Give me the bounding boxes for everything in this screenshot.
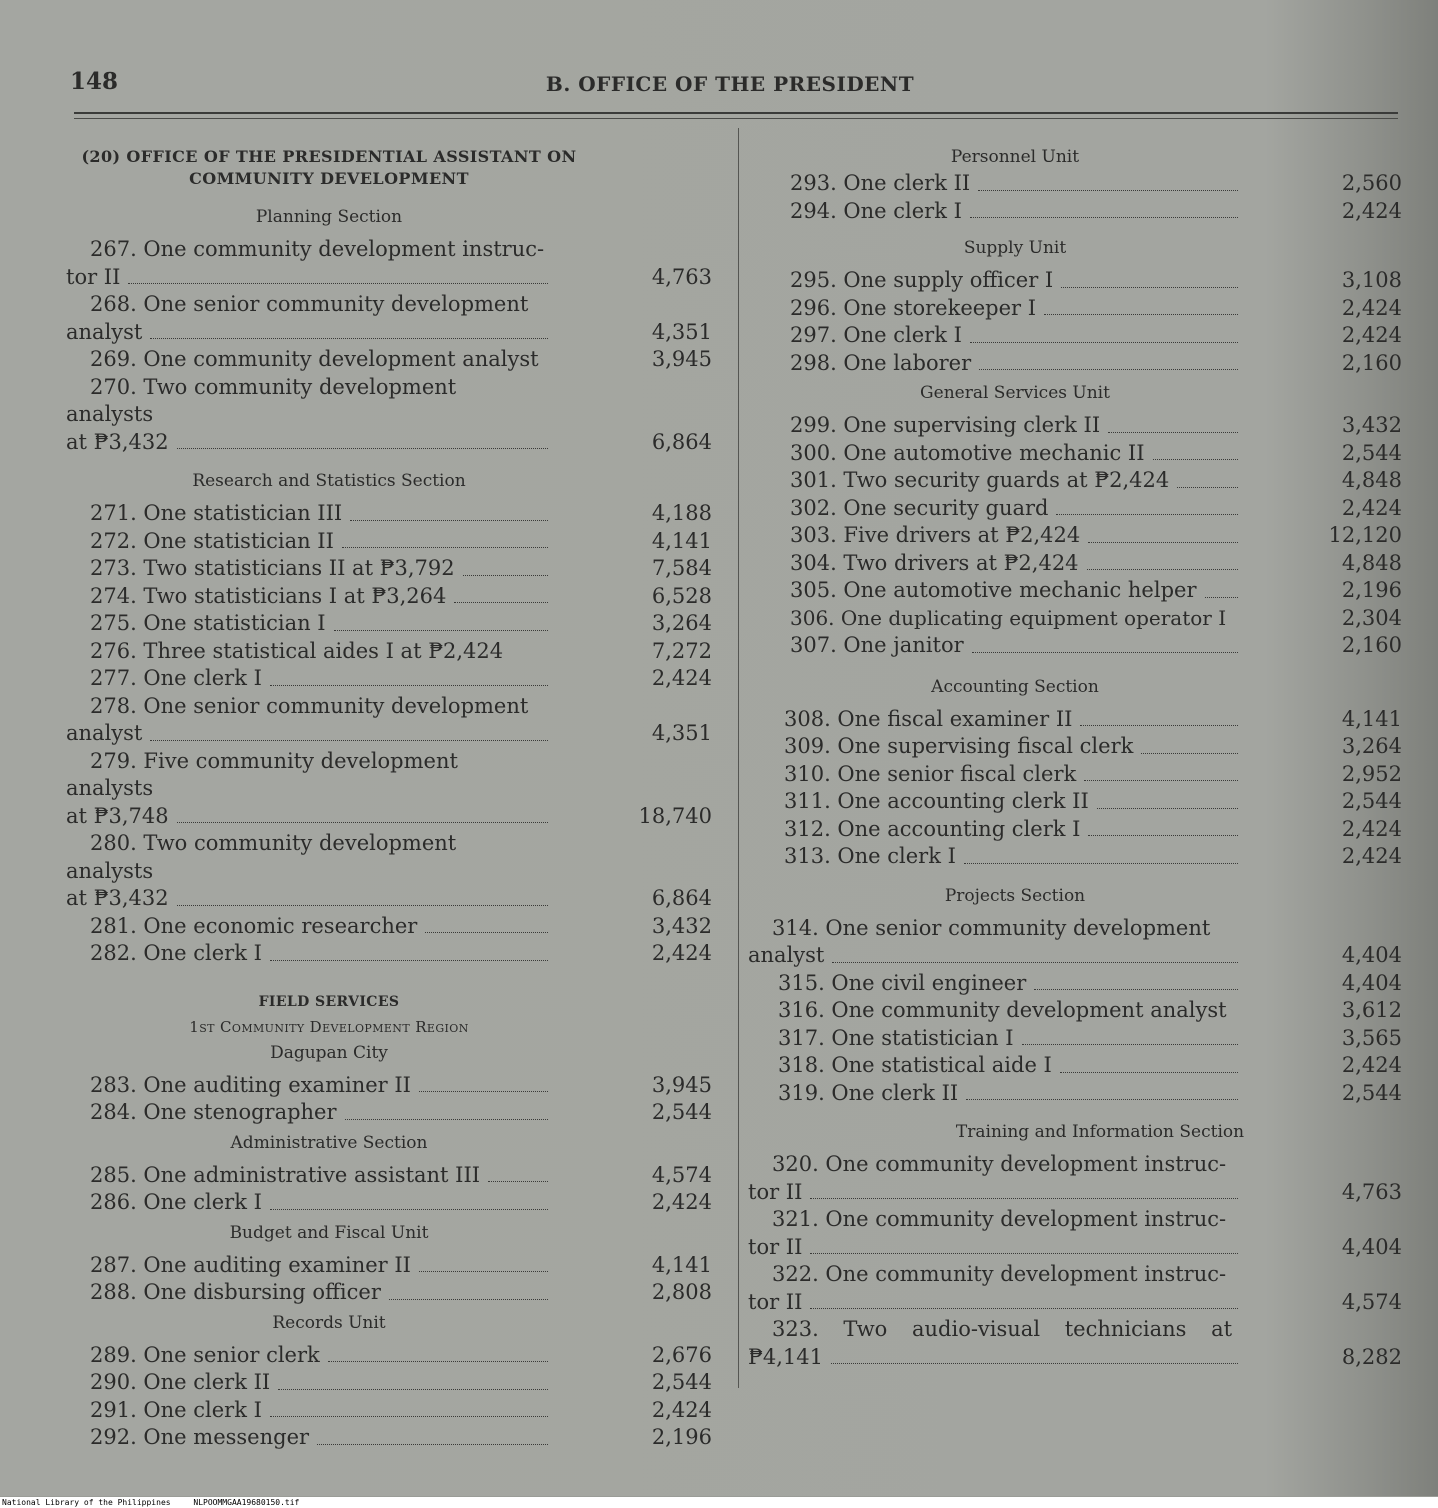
item-312 [748,816,1402,844]
header-rule [74,112,1398,114]
item-281 [66,913,712,941]
item-295-amount: 3,108 [1341,268,1402,292]
item-286 [66,1189,712,1217]
leader-dots [970,341,1238,343]
leader-dots [1044,313,1238,315]
item-267 [66,236,712,291]
item-309-amount: 3,264 [1341,734,1402,758]
item-303-text: 303. Five drivers at ₱2,424 [790,523,1081,547]
item-320-text2: tor II [748,1179,803,1204]
item-275-text: 275. One statistician I [90,611,326,635]
item-320-amount: 4,763 [1341,1179,1402,1204]
item-268-text: 268. One senior community development [90,292,529,316]
section-planning: Planning Section [255,207,403,227]
item-315-text: 315. One civil engineer [778,970,1027,995]
item-287-text: 287. One auditing examiner II [90,1252,411,1277]
item-284-amount: 2,544 [651,1100,712,1124]
item-309 [748,733,1402,761]
leader-dots [964,862,1238,864]
leader-dots [1080,724,1238,726]
item-282-text: 282. One clerk I [90,941,262,965]
item-298-amount: 2,160 [1341,350,1402,375]
item-292-amount: 2,196 [651,1425,712,1449]
item-291 [66,1397,712,1425]
item-320 [748,1151,1402,1206]
item-301-text: 301. Two security guards at ₱2,424 [790,468,1170,492]
leader-dots [978,189,1238,191]
leader-dots [1056,513,1238,515]
item-305-text: 305. One automotive mechanic helper [790,578,1197,602]
item-319 [748,1080,1402,1108]
item-272-amount: 4,141 [651,528,712,553]
section-training: Training and Information Section [955,1122,1245,1142]
region-heading: 1st Community Development Region [189,1017,469,1036]
item-278-text2: analyst [66,721,143,745]
item-299-amount: 3,432 [1341,413,1402,437]
item-319-text: 319. One clerk II [778,1080,959,1105]
leader-dots [966,1098,1238,1100]
item-292 [66,1424,712,1452]
leader-dots [979,368,1238,370]
item-274 [66,583,712,611]
item-323-text: 323. Two audio-visual technicians at [772,1317,1233,1341]
item-304-text: 304. Two drivers at ₱2,424 [790,550,1079,575]
item-279 [66,748,712,831]
item-269 [66,346,712,374]
item-300-amount: 2,544 [1341,440,1402,465]
leader-dots [419,1270,548,1272]
left-column [66,140,712,1452]
leader-dots [128,282,548,284]
item-284-text: 284. One stenographer [90,1100,337,1124]
leader-dots [345,1118,548,1120]
item-300 [748,440,1402,468]
item-273-text: 273. Two statisticians II at ₱3,792 [90,556,455,580]
leader-dots [150,739,548,741]
item-295-text: 295. One supply officer I [790,268,1054,292]
item-320-text: 320. One community development instruc- [772,1152,1227,1176]
item-300-text: 300. One automotive mechanic II [790,440,1145,465]
right-column [748,140,1402,1371]
item-302-amount: 2,424 [1341,495,1402,520]
item-280-amount: 6,864 [651,886,712,910]
item-319-amount: 2,544 [1341,1080,1402,1105]
item-289-text: 289. One senior clerk [90,1342,320,1367]
item-267-text2: tor II [66,264,121,289]
item-323 [748,1316,1402,1371]
item-273 [66,555,712,583]
item-307-text: 307. One janitor [790,633,964,657]
leader-dots [463,574,548,576]
item-318-amount: 2,424 [1341,1053,1402,1077]
item-281-text: 281. One economic researcher [90,913,418,938]
item-317 [748,1025,1402,1053]
item-285 [66,1162,712,1190]
item-306-text: 306. One duplicating equipment operator I [790,605,1227,630]
item-278 [66,693,712,748]
item-276 [66,638,712,666]
item-322-text2: tor II [748,1289,803,1314]
item-311-amount: 2,544 [1341,789,1402,813]
item-293-amount: 2,560 [1341,171,1402,195]
item-311 [748,788,1402,816]
item-277-amount: 2,424 [651,666,712,690]
item-290-text: 290. One clerk II [90,1370,271,1394]
leader-dots [334,629,548,631]
item-274-amount: 6,528 [651,583,712,608]
item-290-amount: 2,544 [651,1370,712,1394]
item-301 [748,467,1402,495]
item-304 [748,550,1402,578]
leader-dots [317,1443,548,1445]
item-271-amount: 4,188 [651,501,712,525]
item-302-text: 302. One security guard [790,495,1049,520]
leader-dots [1060,1071,1238,1073]
leader-dots [831,1362,1238,1364]
item-315-amount: 4,404 [1341,970,1402,995]
leader-dots [972,651,1238,653]
leader-dots [1061,286,1238,288]
item-271 [66,500,712,528]
item-308 [748,706,1402,734]
item-290 [66,1369,712,1397]
item-288-text: 288. One disbursing officer [90,1280,381,1304]
section-budget: Budget and Fiscal Unit [229,1222,429,1243]
item-283-text: 283. One auditing examiner II [90,1072,411,1097]
item-322-amount: 4,574 [1341,1289,1402,1314]
leader-dots [1022,1043,1238,1045]
item-314-text2: analyst [748,943,825,967]
item-289-amount: 2,676 [651,1342,712,1367]
item-288-amount: 2,808 [651,1280,712,1304]
section-personnel: Personnel Unit [950,147,1080,167]
item-277 [66,665,712,693]
item-285-amount: 4,574 [651,1162,712,1187]
footer-filename: NLPOOMMGAA19680150.tif [193,1498,300,1507]
item-297 [748,322,1402,350]
item-268-amount: 4,351 [651,319,712,344]
item-295 [748,267,1402,295]
item-285-text: 285. One administrative assistant III [90,1162,481,1187]
item-288 [66,1279,712,1307]
item-272 [66,528,712,556]
item-297-text: 297. One clerk I [790,323,962,347]
item-312-amount: 2,424 [1341,816,1402,841]
item-270-amount: 6,864 [651,429,712,454]
item-305-amount: 2,196 [1341,578,1402,602]
leader-dots [389,1298,548,1300]
item-281-amount: 3,432 [651,913,712,938]
item-270-text: 270. Two community development analysts [66,374,457,426]
section-supply: Supply Unit [963,238,1067,258]
item-306 [748,605,1402,633]
office-heading [66,146,712,190]
leader-dots [150,337,548,339]
item-278-amount: 4,351 [651,721,712,745]
item-304-amount: 4,848 [1341,550,1402,575]
item-276-text: 276. Three statistical aides I at ₱2,424 [90,638,504,663]
item-296-amount: 2,424 [1341,295,1402,320]
column-divider [738,128,739,1388]
leader-dots [488,1180,548,1182]
item-313-amount: 2,424 [1341,844,1402,868]
item-322 [748,1261,1402,1316]
item-303-amount: 12,120 [1328,523,1402,547]
item-313 [748,843,1402,871]
page-number: 148 [70,68,119,95]
item-313-text: 313. One clerk I [784,844,956,868]
item-269-amount: 3,945 [651,347,712,371]
item-291-text: 291. One clerk I [90,1397,262,1422]
item-314-amount: 4,404 [1341,943,1402,967]
item-269-text: 269. One community development analyst [90,347,539,371]
leader-dots [177,904,548,906]
leader-dots [278,1388,548,1390]
item-297-amount: 2,424 [1341,323,1402,347]
item-323-text2: ₱4,141 [748,1344,823,1369]
item-296-text: 296. One storekeeper I [790,295,1037,320]
item-272-text: 272. One statistician II [90,528,334,553]
leader-dots [1205,596,1239,598]
item-307 [748,632,1402,660]
item-292-text: 292. One messenger [90,1425,310,1449]
item-299-text: 299. One supervising clerk II [790,413,1101,437]
leader-dots [425,931,548,933]
item-294 [748,198,1402,226]
item-318 [748,1052,1402,1080]
leader-dots [270,959,548,961]
section-research: Research and Statistics Section [192,471,466,491]
item-323-amount: 8,282 [1341,1344,1402,1369]
city-heading: Dagupan City [270,1042,388,1063]
item-310 [748,761,1402,789]
item-276-amount: 7,272 [651,638,712,663]
leader-dots [177,821,548,823]
leader-dots [1141,752,1238,754]
item-274-text: 274. Two statisticians I at ₱3,264 [90,583,447,608]
leader-dots [270,1208,548,1210]
header-rule-thin [74,118,1398,119]
leader-dots [1177,486,1238,488]
item-284 [66,1099,712,1127]
item-282 [66,940,712,968]
item-275 [66,610,712,638]
item-280-text: 280. Two community development analysts [66,831,457,883]
leader-dots [419,1090,548,1092]
item-293 [748,170,1402,198]
footer-library: National Library of the Philippines [2,1498,171,1507]
item-275-amount: 3,264 [651,611,712,635]
item-310-amount: 2,952 [1341,761,1402,786]
field-services-heading: FIELD SERVICES [258,993,400,1010]
leader-dots [1153,458,1239,460]
section-general-services: General Services Unit [920,383,1110,403]
item-289 [66,1342,712,1370]
item-271-text: 271. One statistician III [90,501,343,525]
item-267-amount: 4,763 [651,264,712,289]
item-321-amount: 4,404 [1341,1234,1402,1259]
item-316-amount: 3,612 [1341,998,1402,1022]
leader-dots [1097,807,1238,809]
item-279-amount: 18,740 [638,803,712,828]
running-head: B. OFFICE OF THE PRESIDENT [545,72,915,96]
item-298-text: 298. One laborer [790,350,972,375]
item-305 [748,577,1402,605]
item-321-text2: tor II [748,1234,803,1259]
section-administrative: Administrative Section [230,1132,428,1153]
item-282-amount: 2,424 [651,941,712,965]
item-317-amount: 3,565 [1341,1025,1402,1050]
item-286-text: 286. One clerk I [90,1190,262,1214]
scan-footer [0,1497,1438,1508]
item-291-amount: 2,424 [651,1397,712,1422]
item-287-amount: 4,141 [651,1252,712,1277]
item-299 [748,412,1402,440]
leader-dots [832,961,1238,963]
leader-dots [1087,568,1238,570]
item-308-text: 308. One fiscal examiner II [784,706,1073,731]
item-273-amount: 7,584 [651,556,712,580]
leader-dots [454,601,548,603]
leader-dots [1088,834,1238,836]
leader-dots [1034,988,1238,990]
item-279-text2: at ₱3,748 [66,803,169,828]
item-322-text: 322. One community development instruc- [772,1262,1227,1286]
leader-dots [970,216,1238,218]
item-315 [748,970,1402,998]
item-314-text: 314. One senior community development [772,915,1211,940]
item-306-amount: 2,304 [1341,605,1402,630]
item-268 [66,291,712,346]
item-280 [66,830,712,913]
item-321 [748,1206,1402,1261]
item-277-text: 277. One clerk I [90,666,262,690]
item-279-text: 279. Five community development analysts [66,748,458,800]
item-318-text: 318. One statistical aide I [778,1053,1052,1077]
leader-dots [810,1307,1238,1309]
leader-dots [270,1415,548,1417]
item-316 [748,997,1402,1025]
leader-dots [1108,431,1238,433]
item-270-text2: at ₱3,432 [66,429,169,454]
item-278-text: 278. One senior community development [90,693,529,718]
item-293-text: 293. One clerk II [790,171,971,195]
item-283 [66,1072,712,1100]
item-309-text: 309. One supervising fiscal clerk [784,734,1134,758]
item-302 [748,495,1402,523]
item-268-text2: analyst [66,319,143,344]
item-303 [748,522,1402,550]
item-308-amount: 4,141 [1341,706,1402,731]
item-286-amount: 2,424 [651,1190,712,1214]
item-310-text: 310. One senior fiscal clerk [784,761,1077,786]
item-280-text2: at ₱3,432 [66,886,169,910]
leader-dots [270,684,548,686]
office-heading-line1: (20) OFFICE OF THE PRESIDENTIAL ASSISTANT ON [81,147,577,166]
leader-dots [177,447,548,449]
item-283-amount: 3,945 [651,1072,712,1097]
section-projects: Projects Section [944,885,1086,906]
leader-dots [342,546,548,548]
item-321-text: 321. One community development instruc- [772,1207,1227,1231]
leader-dots [1088,541,1238,543]
item-311-text: 311. One accounting clerk II [784,789,1089,813]
item-270 [66,374,712,457]
item-294-text: 294. One clerk I [790,198,962,223]
item-287 [66,1252,712,1280]
leader-dots [350,519,548,521]
item-316-text: 316. One community development analyst [778,998,1227,1022]
section-records: Records Unit [272,1312,386,1333]
item-298 [748,350,1402,378]
item-312-text: 312. One accounting clerk I [784,816,1081,841]
item-294-amount: 2,424 [1341,198,1402,223]
leader-dots [328,1360,548,1362]
leader-dots [1084,779,1238,781]
item-301-amount: 4,848 [1341,468,1402,492]
item-267-text: 267. One community development instruc- [90,237,545,261]
item-314 [748,915,1402,970]
item-317-text: 317. One statistician I [778,1025,1014,1050]
leader-dots [810,1197,1238,1199]
section-accounting: Accounting Section [931,676,1099,697]
item-296 [748,295,1402,323]
leader-dots [810,1252,1238,1254]
office-heading-line2: COMMUNITY DEVELOPMENT [189,169,469,188]
item-307-amount: 2,160 [1341,633,1402,657]
